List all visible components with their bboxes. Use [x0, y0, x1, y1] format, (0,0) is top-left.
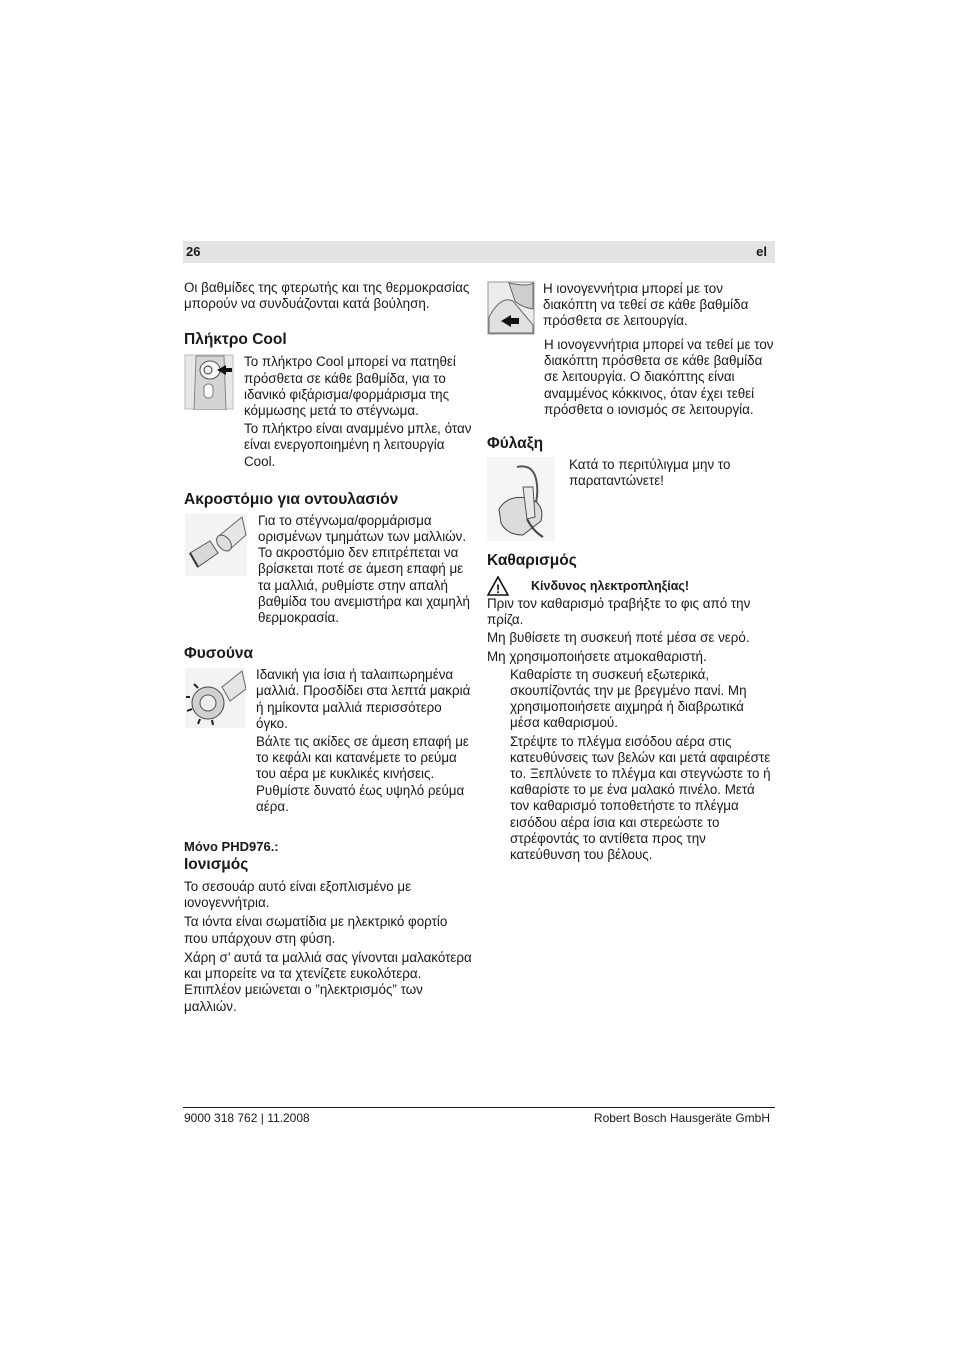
warning-title: Κίνδυνος ηλεκτροπληξίας! [531, 579, 690, 594]
warning-icon [487, 576, 509, 596]
page-number: 26 [186, 244, 201, 259]
ion-switch-illustration [487, 281, 543, 335]
footer-company: Robert Bosch Hausgeräte GmbH [593, 1111, 770, 1125]
nozzle-illustration [184, 513, 258, 577]
diffuser-illustration [184, 667, 256, 729]
cool-text-1: Το πλήκτρο Cool μπορεί να πατηθεί πρόσθετα σε κάθε βαθμίδα, για το ιδανικό φιξάρισμα/φορμάρισμα της κόμμωσης μετά το στέγνωμα. [244, 354, 456, 419]
cleaning-step-1: Καθαρίστε τη συσκευή εξωτερικά, σκουπίζοντάς την με βρεγμένο πανί. Μη χρησιμοποιήσετε αιχμηρά ή διαβρωτικά μέσα καθαρισμού. [510, 666, 747, 731]
diffuser-text-2: Βάλτε τις ακίδες σε άμεση επαφή με το κεφάλι και κατανέμετε το ρεύμα του αέρα με κυκλικές κινήσεις. Ρυθμίστε δυνατό έως υψηλό ρεύμα αέρα. [256, 734, 469, 814]
cleaning-heading: Καθαρισμός [487, 552, 577, 570]
nozzle-text: Για το στέγνωμα/φορμάρισμα ορισμένων τμημάτων των μαλλιών. Το ακροστόμιο δεν επιτρέπεται να βρίσκεται ποτέ σε άμεση επαφή με τα μαλλιά, ρυθμίστε στην απαλή βαθμίδα του ανεμιστήρα και χαμηλή θερμοκρασία. [258, 512, 470, 626]
warning-text-1: Πριν τον καθαρισμό τραβήξτε το φις από την πρίζα. [487, 596, 751, 628]
diffuser-icon [184, 667, 246, 729]
model-note: Μόνο PHD976.: [184, 839, 279, 855]
language-code: el [756, 244, 767, 259]
warning-row [487, 576, 775, 596]
svg-text:!: ! [496, 582, 500, 597]
storage-icon [487, 457, 555, 541]
ion-text-2: Τα ιόντα είναι σωματίδια με ηλεκτρικό φορτίο που υπάρχουν στη φύση. [184, 914, 448, 946]
nozzle-icon [184, 513, 248, 577]
ion-switch-icon [487, 281, 535, 335]
cleaning-steps [487, 667, 775, 863]
ion-switch-section [487, 281, 775, 335]
cool-text-2: Το πλήκτρο είναι αναμμένο μπλε, όταν είναι ενεργοποιημένη η λειτουργία Cool. [244, 421, 472, 469]
cool-button-illustration [184, 354, 244, 410]
nozzle-section [184, 513, 472, 628]
intro-text: Οι βαθμίδες της φτερωτής και της θερμοκρασίας μπορούν να συνδυάζονται κατά βούληση. [184, 280, 470, 312]
footer-doc-number: 9000 318 762 | 11.2008 [184, 1111, 310, 1125]
storage-heading: Φύλαξη [487, 435, 544, 453]
warning-text-3: Μη χρησιμοποιήσετε ατμοκαθαριστή. [487, 648, 707, 664]
ion-text-3: Χάρη σ’ αυτά τα μαλλιά σας γίνονται μαλακότερα και μπορείτε να τα χτενίζετε ευκολότερα. Επιπλέον μειώνεται ο ”ηλεκτρισμός” των μαλλιών. [184, 949, 472, 1014]
ion-switch-text-1: Η ιονογεννήτρια μπορεί με τον διακόπτη να τεθεί σε κάθε βαθμίδα πρόσθετα σε λειτουργία. [543, 281, 749, 329]
right-column [487, 281, 775, 865]
cleaning-step-2: Στρέψτε το πλέγμα εισόδου αέρα στις κατευθύνσεις των βελών και μετά αφαιρέστε το. Ξεπλύνετε το πλέγμα και στεγνώστε το ή καθαρίστε το με ένα μαλακό πινέλο. Μετά τον καθαρισμό τοποθετήστε το πλέγμα εισόδου αέρα ίσια και στερεώστε το στρέφοντάς το αντίθετα προς την κατεύθυνση του βέλους. [510, 733, 771, 863]
ion-text-1: Το σεσουάρ αυτό είναι εξοπλισμένο με ιονογεννήτρια. [184, 879, 412, 911]
storage-section [487, 457, 775, 541]
nozzle-heading: Ακροστόμιο για οντουλασιόν [184, 490, 399, 508]
cool-section [184, 354, 472, 471]
cool-button-icon [184, 354, 234, 410]
diffuser-heading: Φυσούνα [184, 645, 253, 663]
ion-switch-text-2: Η ιονογεννήτρια μπορεί να τεθεί με τον διακόπτη πρόσθετα σε κάθε βαθμίδα σε λειτουργία. Ο διακόπτης είναι αναμμένος κόκκινος, όταν έχει τεθεί πρόσθετα ο ιονισμός σε λειτουργία. [544, 337, 774, 417]
cool-heading: Πλήκτρο Cool [184, 331, 287, 349]
diffuser-text-1: Ιδανική για ίσια ή ταλαιπωρημένα μαλλιά. Προσδίδει στα λεπτά μακριά ή ημίκοντα μαλλιά περισσότερο όγκο. [256, 667, 471, 731]
storage-text: Κατά το περιτύλιγμα μην το παραταντώνετε! [569, 457, 731, 489]
left-column [184, 280, 472, 1017]
warning-text-2: Μη βυθίσετε τη συσκευή ποτέ μέσα σε νερό. [487, 630, 750, 646]
ion-heading: Ιονισμός [184, 856, 249, 874]
storage-illustration [487, 457, 569, 541]
header-bar [183, 241, 775, 263]
diffuser-section [184, 667, 472, 817]
footer-rule [183, 1107, 775, 1108]
